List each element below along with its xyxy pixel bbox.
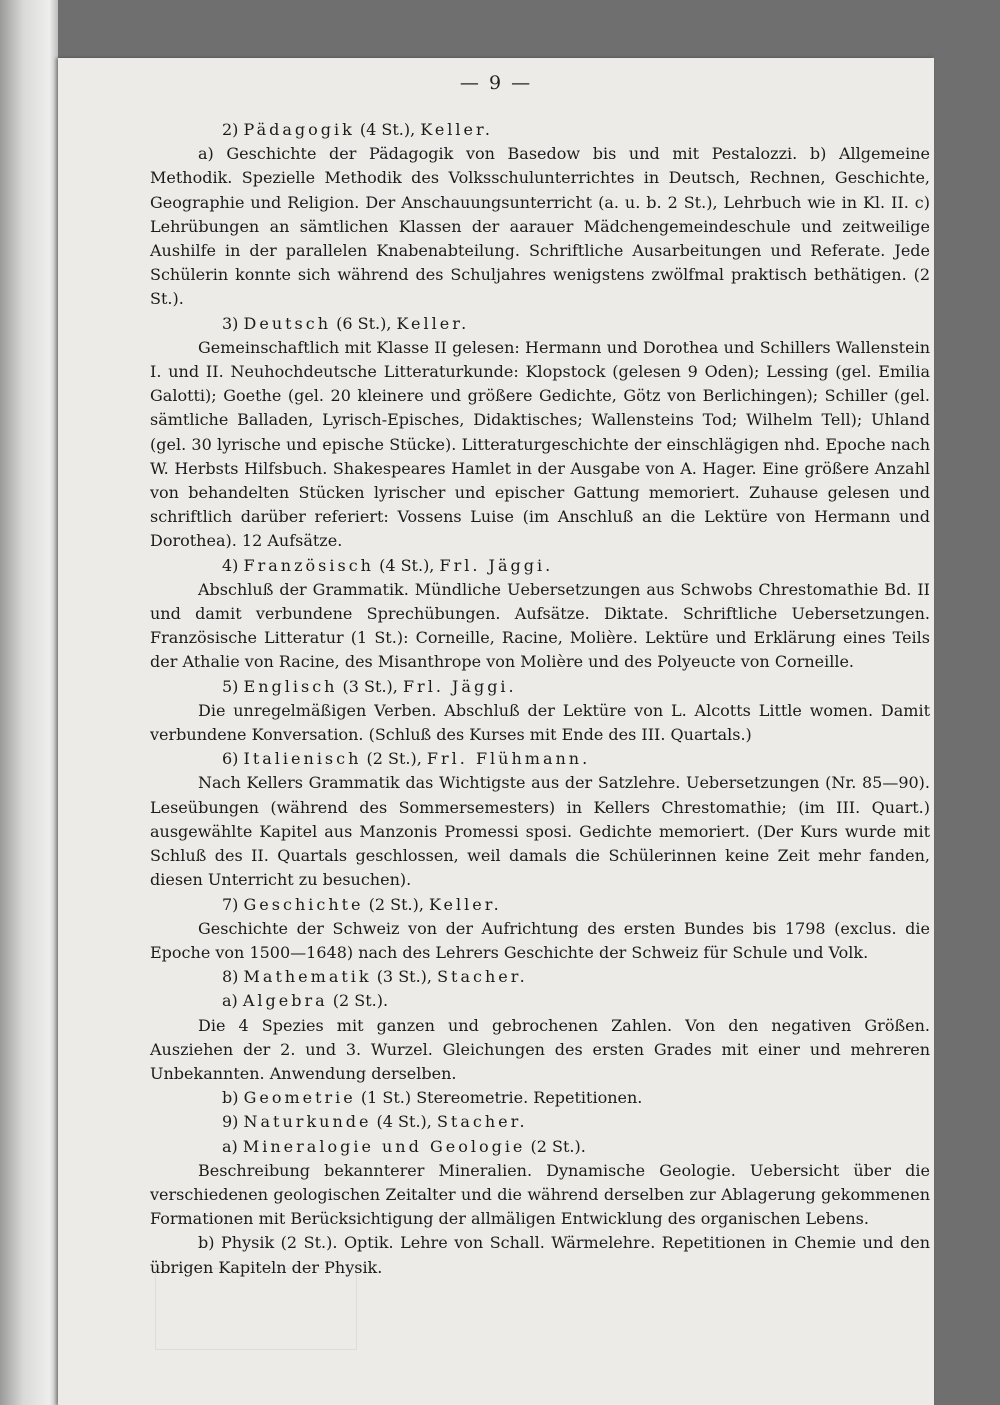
document-page — [58, 58, 934, 1405]
section-heading: 9) Naturkunde (4 St.), Stacher. — [222, 1112, 528, 1132]
section-body: Beschreibung bekannterer Mineralien. Dynamische Geologie. Uebersicht über die verschiedenen geologischen Zeitalter und die während derselben zur Ablagerung gekommenen Formationen mit Berücksichtigung der allmäligen Entwicklung des organischen Lebens. — [150, 1160, 930, 1229]
section-heading: 7) Geschichte (2 St.), Keller. — [222, 894, 502, 914]
page-number: — 9 — — [459, 72, 533, 94]
section-heading: 2) Pädagogik (4 St.), Keller. — [222, 120, 493, 139]
subsection-heading: a) Mineralogie und Geologie (2 St.). — [222, 1136, 586, 1156]
facing-page-edge — [0, 0, 58, 1405]
section-heading: 4) Französisch (4 St.), Frl. Jäggi. — [222, 555, 554, 575]
section-body: Gemeinschaftlich mit Klasse II gelesen: Hermann und Dorothea und Schillers Wallenstein I. und II. Neuhochdeutsche Litteraturkunde: Klopstock (gelesen 9 Oden); Lessing (gel. Emilia Galotti); Goethe (gel. 20 kleinere und größere Gedichte, Götz von Berlichingen); Schiller (gel. sämtliche Balladen, Lyrisch-Episches, Didaktisches; Wallensteins Tod; Wilhelm Tell); Uhland (gel. 30 lyrische und epische Stücke). Litteraturgeschichte der einschlägigen nhd. Epoche nach W. Herbsts Hilfsbuch. Shakespeares Hamlet in der Ausgabe von A. Hager. Eine größere Anzahl von behandelten Stücken lyrischer und epischer Gattung memoriert. Zuhause gelesen und schriftlich darüber referiert: Vossens Luise (im Anschluß an die Lektüre von Hermann und Dorothea). 12 Aufsätze. — [150, 337, 930, 551]
section-body: Nach Kellers Grammatik das Wichtigste aus der Satzlehre. Uebersetzungen (Nr. 85—90). Leseübungen (während des Sommersemesters) in Kellers Chrestomathie; (im III. Quart.) ausgewählte Kapitel aus Manzonis Promessi sposi. Gedichte memoriert. (Der Kurs wurde mit Schluß des II. Quartals geschlossen, weil damals die Schülerinnen keine Zeit mehr fanden, diesen Unterricht zu besuchen). — [150, 773, 930, 890]
section-body: Abschluß der Grammatik. Mündliche Uebersetzungen aus Schwobs Chrestomathie Bd. II und damit verbundene Sprechübungen. Aufsätze. Diktate. Schriftliche Uebersetzungen. Französische Litteratur (1 St.): Corneille, Racine, Molière. Lektüre und Erklärung eines Teils der Athalie von Racine, des Misanthrope von Molière und des Polyeucte von Corneille. — [150, 579, 930, 672]
section-body: b) Physik (2 St.). Optik. Lehre von Schall. Wärmelehre. Repetitionen in Chemie und den übrigen Kapiteln der Physik. — [150, 1233, 930, 1277]
section-heading: 3) Deutsch (6 St.), Keller. — [222, 313, 470, 333]
subsection-heading: b) Geometrie (1 St.) Stereometrie. Repetitionen. — [222, 1088, 643, 1108]
page-body — [150, 118, 930, 1280]
paper-stain — [155, 1268, 357, 1350]
section-body: Die unregelmäßigen Verben. Abschluß der Lektüre von L. Alcotts Little women. Damit verbundene Konversation. (Schluß des Kurses mit Ende des III. Quartals.) — [150, 700, 930, 745]
subsection-heading: a) Algebra (2 St.). — [222, 991, 389, 1011]
section-body: a) Geschichte der Pädagogik von Basedow bis und mit Pestalozzi. b) Allgemeine Methodik. Spezielle Methodik des Volksschulunterrichtes in Deutsch, Rechnen, Geschichte, Geographie und Religion. Der Anschauungsunterricht (a. u. b. 2 St.), Lehrbuch wie in Kl. II. c) Lehrübungen an sämtlichen Klassen der aarauer Mädchengemeindeschule und zeitweilige Aushilfe in der parallelen Knabenabteilung. Schriftliche Ausarbeitungen und Referate. Jede Schülerin konnte sich während des Schuljahres wenigstens zwölfmal praktisch bethätigen. (2 St.). — [150, 144, 930, 309]
section-heading: 5) Englisch (3 St.), Frl. Jäggi. — [222, 676, 517, 696]
section-heading: 6) Italienisch (2 St.), Frl. Flühmann. — [222, 749, 591, 769]
section-body: Die 4 Spezies mit ganzen und gebrochenen Zahlen. Von den negativen Größen. Ausziehen der 2. und 3. Wurzel. Gleichungen des ersten Grades mit einer und mehreren Unbekannten. Anwendung derselben. — [150, 1015, 930, 1083]
section-heading: 8) Mathematik (3 St.), Stacher. — [222, 967, 528, 987]
section-body: Geschichte der Schweiz von der Aufrichtung des ersten Bundes bis 1798 (exclus. die Epoche von 1500—1648) nach des Lehrers Geschichte der Schweiz für Schule und Volk. — [150, 918, 930, 962]
